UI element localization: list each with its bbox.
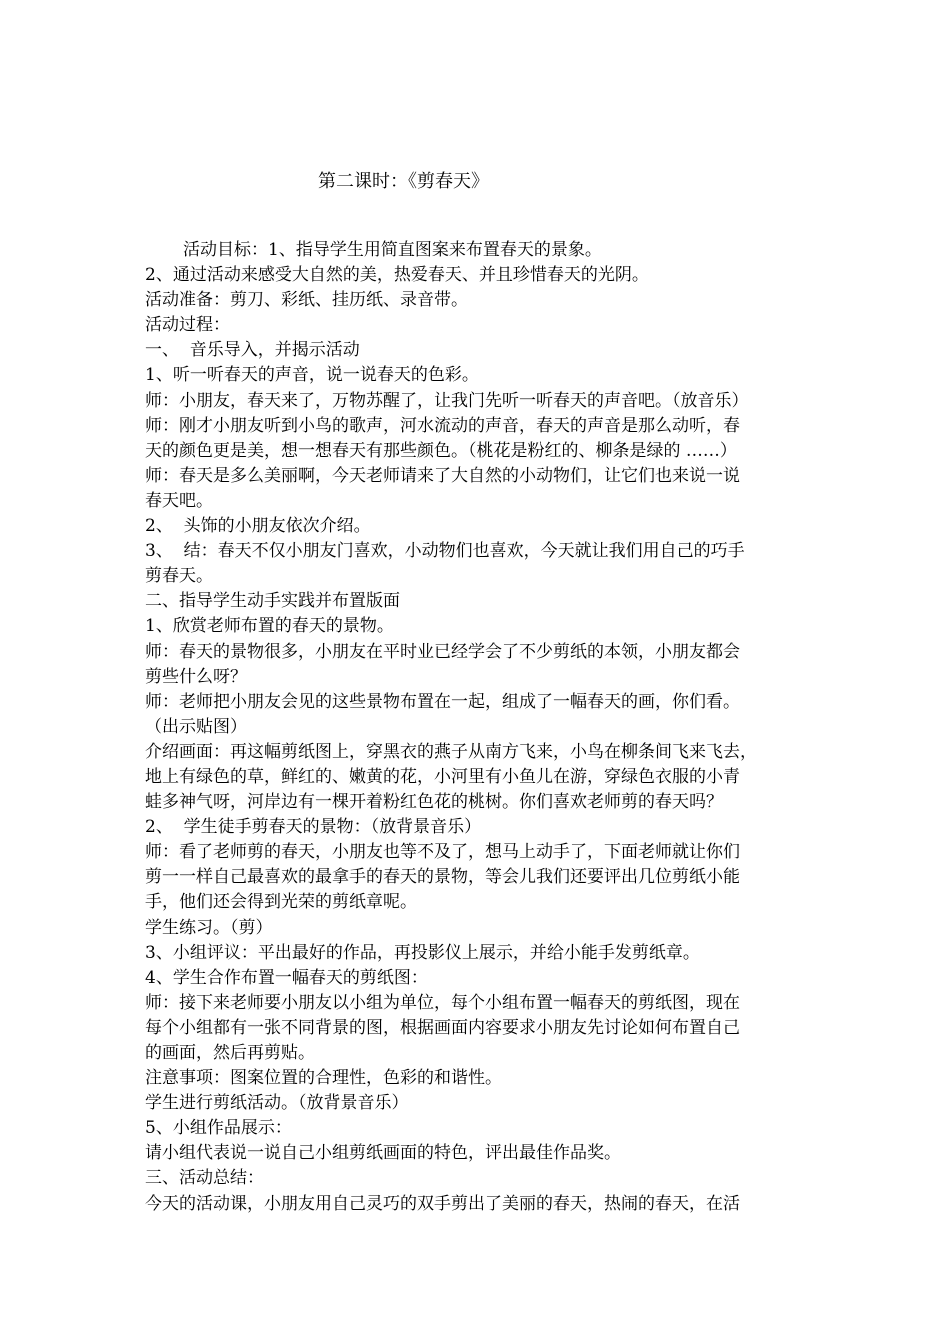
section-heading: 三、活动总结： bbox=[145, 1168, 264, 1189]
paragraph-line: 今天的活动课，小朋友用自己灵巧的双手剪出了美丽的春天，热闹的春天，在活 bbox=[145, 1193, 740, 1214]
paragraph-line: 剪春天。 bbox=[145, 566, 213, 587]
paragraph-line: 1、欣赏老师布置的春天的景物。 bbox=[145, 616, 394, 637]
paragraph-line: 手，他们还会得到光荣的剪纸章呢。 bbox=[145, 892, 417, 913]
paragraph-line: 地上有绿色的草，鲜红的、嫩黄的花，小河里有小鱼儿在游，穿绿色衣服的小青 bbox=[145, 766, 740, 787]
paragraph-line: 5、小组作品展示： bbox=[145, 1118, 292, 1139]
paragraph-line: 活动过程： bbox=[145, 315, 230, 336]
paragraph-line: （出示贴图） bbox=[145, 716, 247, 737]
paragraph-line: 活动目标：1、指导学生用简直图案来布置春天的景象。 bbox=[183, 240, 602, 260]
paragraph-line: 每个小组都有一张不同背景的图，根据画面内容要求小朋友先讨论如何布置自己 bbox=[145, 1017, 740, 1038]
paragraph-line: 天的颜色更是美，想一想春天有那些颜色。（桃花是粉红的、柳条是绿的 ……） bbox=[145, 440, 737, 461]
paragraph-line: 师：看了老师剪的春天，小朋友也等不及了，想马上动手了，下面老师就让你们 bbox=[145, 842, 740, 863]
section-heading: 二、指导学生动手实践并布置版面 bbox=[145, 591, 400, 612]
paragraph-line: 2、 头饰的小朋友依次介绍。 bbox=[145, 516, 371, 537]
paragraph-line: 春天吧。 bbox=[145, 490, 213, 511]
section-heading: 一、 音乐导入，并揭示活动 bbox=[145, 340, 360, 361]
paragraph-line: 3、 结：春天不仅小朋友门喜欢，小动物们也喜欢，今天就让我们用自己的巧手 bbox=[145, 541, 745, 562]
paragraph-line: 2、通过活动来感受大自然的美，热爱春天、并且珍惜春天的光阴。 bbox=[145, 265, 649, 286]
paragraph-line: 师：春天是多么美丽啊，今天老师请来了大自然的小动物们，让它们也来说一说 bbox=[145, 465, 740, 486]
paragraph-line: 1、听一听春天的声音，说一说春天的色彩。 bbox=[145, 365, 479, 386]
paragraph-line: 4、学生合作布置一幅春天的剪纸图： bbox=[145, 967, 428, 988]
paragraph-line: 师：刚才小朋友听到小鸟的歌声，河水流动的声音，春天的声音是那么动听，春 bbox=[145, 415, 740, 436]
paragraph-line: 的画面，然后再剪贴。 bbox=[145, 1043, 315, 1063]
paragraph-line: 蛙多神气呀，河岸边有一棵开着粉红色花的桃树。你们喜欢老师剪的春天吗？ bbox=[145, 792, 723, 813]
paragraph-line: 师：春天的景物很多，小朋友在平时业已经学会了不少剪纸的本领，小朋友都会 bbox=[145, 641, 740, 662]
paragraph-line: 师：老师把小朋友会见的这些景物布置在一起，组成了一幅春天的画，你们看。 bbox=[145, 691, 740, 712]
paragraph-line: 注意事项：图案位置的合理性，色彩的和谐性。 bbox=[145, 1068, 502, 1089]
paragraph-line: 活动准备：剪刀、彩纸、挂历纸、录音带。 bbox=[145, 290, 468, 311]
paragraph-line: 3、小组评议：平出最好的作品，再投影仪上展示，并给小能手发剪纸章。 bbox=[145, 942, 700, 963]
paragraph-line: 师：接下来老师要小朋友以小组为单位，每个小组布置一幅春天的剪纸图，现在 bbox=[145, 992, 740, 1013]
paragraph-line: 2、 学生徒手剪春天的景物：（放背景音乐） bbox=[145, 817, 482, 838]
document-body bbox=[145, 238, 810, 1217]
paragraph-line: 剪些什么呀？ bbox=[145, 666, 247, 687]
paragraph-line: 师：小朋友，春天来了，万物苏醒了，让我门先听一听春天的声音吧。（放音乐） bbox=[145, 390, 749, 411]
document-title: 第二课时：《剪春天》 bbox=[318, 171, 489, 192]
paragraph-line: 学生进行剪纸活动。（放背景音乐） bbox=[145, 1093, 409, 1114]
paragraph-line: 介绍画面：再这幅剪纸图上，穿黑衣的燕子从南方飞来，小鸟在柳条间飞来飞去， bbox=[145, 741, 757, 762]
paragraph-line: 学生练习。（剪） bbox=[145, 917, 273, 938]
paragraph-line: 请小组代表说一说自己小组剪纸画面的特色，评出最佳作品奖。 bbox=[145, 1143, 621, 1164]
paragraph-line: 剪一一样自己最喜欢的最拿手的春天的景物，等会儿我们还要评出几位剪纸小能 bbox=[145, 867, 740, 888]
